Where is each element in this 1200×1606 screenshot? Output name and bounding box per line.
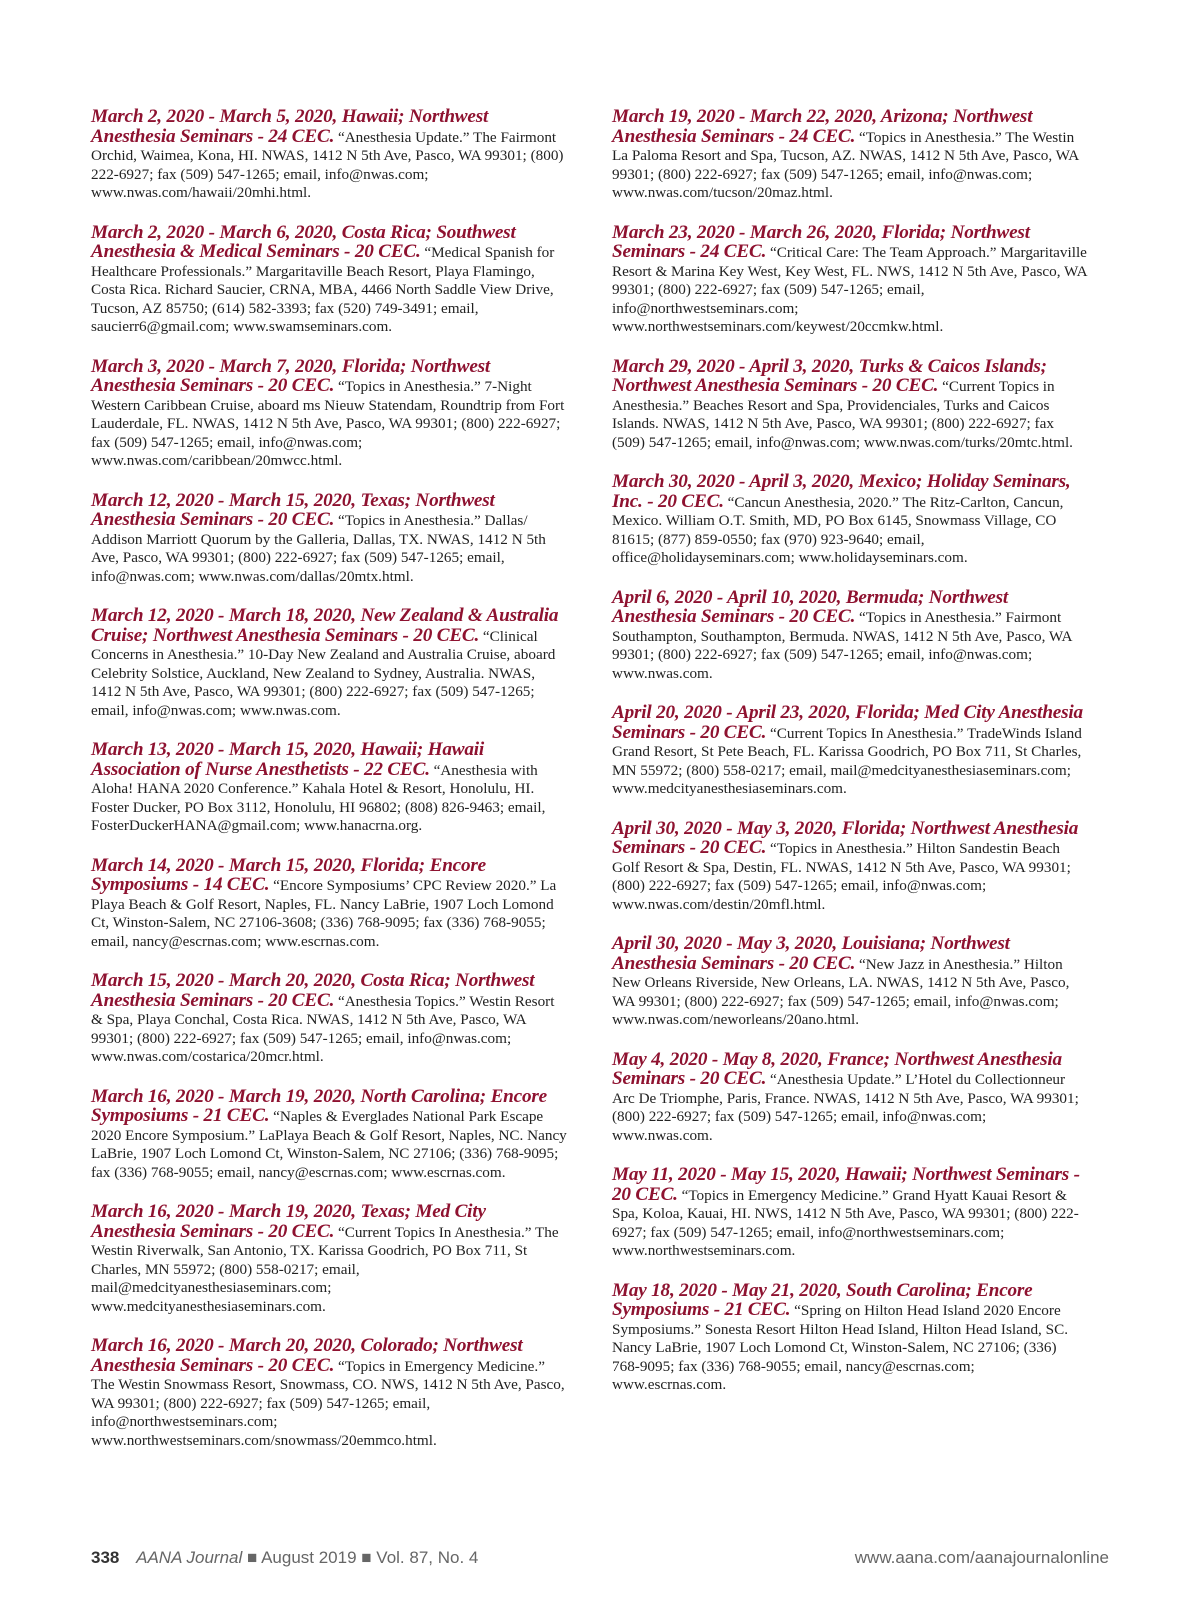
entry-heading: March 29, 2020 - April 3, 2020, Turks & Caicos Islands; Northwest Anesthesia Seminars - 20 CEC. — [612, 355, 1047, 396]
entry-heading: May 18, 2020 - May 21, 2020, South Carolina; Encore Symposiums - 21 CEC. — [612, 1279, 1033, 1320]
entry-heading: March 2, 2020 - March 6, 2020, Costa Rica; Southwest Anesthesia & Medical Seminars - 20 CEC. — [91, 221, 516, 262]
entry-details: “Anesthesia Update.” The Fairmont Orchid, Waimea, Kona, HI. NWAS, 1412 N 5th Ave, Pasco, WA 99301; (800) 222-6927; fax (509) 547-1265; email, info@nwas.com; www.nwas.com/hawaii/20mhi.html. — [91, 128, 564, 201]
entry-details: “Cancun Anesthesia, 2020.” The Ritz-Carlton, Cancun, Mexico. William O.T. Smith, MD, PO Box 6145, Snowmass Village, CO 81615; (877) 859-0550; fax (970) 923-9640; email, office@holidayseminars.com; www.holidayseminars.com. — [612, 493, 1064, 566]
footer-separator: ■ — [247, 1548, 258, 1567]
calendar-entry — [612, 1166, 1088, 1261]
entry-details: “Topics in Anesthesia.” Dallas/ Addison Marriott Quorum by the Galleria, Dallas, TX. NWAS, 1412 N 5th Ave, Pasco, WA 99301; (800) 222-6927; fax (509) 547-1265; email, info@nwas.com; www.nwas.com/dallas/20mtx.html. — [91, 512, 546, 585]
page-number: 338 — [91, 1548, 120, 1567]
entry-details: “Current Topics In Anesthesia.” The Westin Riverwalk, San Antonio, TX. Karissa Goodrich, PO Box 711, St Charles, MN 55972; (800) 558-0217; email, mail@medcityanesthesiaseminars.com; www.medcityanesthesiaseminars.com. — [91, 1223, 559, 1315]
entry-heading: April 6, 2020 - April 10, 2020, Bermuda; Northwest Anesthesia Seminars - 20 CEC. — [612, 586, 1009, 627]
entry-details: “Topics in Emergency Medicine.” Grand Hyatt Kauai Resort & Spa, Koloa, Kauai, HI. NWS, 1412 N 5th Ave, Pasco, WA 99301; (800) 222-6927; fax (509) 547-1265; email, info@northwestseminars.com; www.northwestseminars.com. — [612, 1186, 1079, 1259]
entry-heading: March 16, 2020 - March 20, 2020, Colorado; Northwest Anesthesia Seminars - 20 CEC. — [91, 1335, 523, 1376]
entry-heading: March 14, 2020 - March 15, 2020, Florida; Encore Symposiums - 14 CEC. — [91, 854, 486, 895]
entry-heading: March 3, 2020 - March 7, 2020, Florida; Northwest Anesthesia Seminars - 20 CEC. — [91, 355, 491, 396]
volume-number: Vol. 87, No. 4 — [376, 1548, 479, 1567]
entry-heading: March 16, 2020 - March 19, 2020, North Carolina; Encore Symposiums - 21 CEC. — [91, 1085, 547, 1126]
calendar-entry — [612, 221, 1088, 337]
calendar-entry — [612, 704, 1088, 799]
entry-details: “Topics in Emergency Medicine.” The Westin Snowmass Resort, Snowmass, CO. NWS, 1412 N 5th Ave, Pasco, WA 99301; (800) 222-6927; fax (509) 547-1265; email, info@northwestseminars.com; www.northwestseminars.com/snowmass/20emmco.html. — [91, 1357, 565, 1449]
calendar-entry — [91, 489, 567, 587]
entry-details: “Topics in Anesthesia.” The Westin La Paloma Resort and Spa, Tucson, AZ. NWAS, 1412 N 5th Ave, Pasco, WA 99301; (800) 222-6927; fax (509) 547-1265; email, info@nwas.com; www.nwas.com/tucson/20maz.html. — [612, 128, 1079, 201]
footer-citation — [91, 1548, 478, 1568]
right-column — [612, 108, 1088, 1416]
left-column — [91, 108, 567, 1471]
calendar-entry — [612, 935, 1088, 1030]
calendar-entry — [612, 108, 1088, 203]
entry-details: “Critical Care: The Team Approach.” Margaritaville Resort & Marina Key West, Key West, FL. NWS, 1412 N 5th Ave, Pasco, WA 99301; (800) 222-6927; fax (509) 547-1265; email, info@northwestseminars.com; www.northwestseminars.com/keywest/20ccmkw.html. — [612, 244, 1087, 335]
calendar-entry — [91, 1085, 567, 1183]
entry-details: “Naples & Everglades National Park Escape 2020 Encore Symposium.” LaPlaya Beach & Golf Resort, Naples, NC. Nancy LaBrie, 1907 Loch Lomond Ct, Winston-Salem, NC 27106; (336) 768-9095; fax (336) 768-9055; email, nancy@escrnas.com; www.escrnas.com. — [91, 1108, 567, 1181]
entry-heading: March 30, 2020 - April 3, 2020, Mexico; Holiday Seminars, Inc. - 20 CEC. — [612, 471, 1071, 512]
entry-details: “Anesthesia Topics.” Westin Resort & Spa, Playa Conchal, Costa Rica. NWAS, 1412 N 5th Ave, Pasco, WA 99301; (800) 222-6927; fax (509) 547-1265; email, info@nwas.com; www.nwas.com/costarica/20mcr.html. — [91, 992, 555, 1065]
entry-heading: May 4, 2020 - May 8, 2020, France; Northwest Anesthesia Seminars - 20 CEC. — [612, 1048, 1062, 1089]
journal-name: AANA Journal — [136, 1548, 243, 1567]
entry-details: “Anesthesia with Aloha! HANA 2020 Conference.” Kahala Hotel & Resort, Honolulu, HI. Foster Ducker, PO Box 3112, Honolulu, HI 96802; (808) 826-9463; email, FosterDuckerHANA@gmail.com; www.hanacrna.org. — [91, 761, 546, 834]
calendar-entry — [91, 972, 567, 1067]
entry-heading: March 19, 2020 - March 22, 2020, Arizona; Northwest Anesthesia Seminars - 24 CEC. — [612, 106, 1033, 147]
calendar-entry — [612, 355, 1088, 453]
calendar-entry — [91, 854, 567, 952]
calendar-entry — [612, 817, 1088, 915]
calendar-entry — [91, 741, 567, 836]
entry-details: “Current Topics In Anesthesia.” TradeWinds Island Grand Resort, St Pete Beach, FL. Karissa Goodrich, PO Box 711, St Charles, MN 55972; (800) 558-0217; email, mail@medcityanesthesiaseminars.com; www.medcityanesthesiaseminars.com. — [612, 724, 1082, 797]
entry-heading: April 20, 2020 - April 23, 2020, Florida; Med City Anesthesia Seminars - 20 CEC. — [612, 702, 1083, 743]
page-footer — [91, 1548, 1109, 1572]
issue-date: August 2019 — [261, 1548, 357, 1567]
calendar-entry — [91, 1203, 567, 1316]
journal-url[interactable]: www.aana.com/aanajournalonline — [854, 1548, 1109, 1567]
footer-separator: ■ — [361, 1548, 372, 1567]
calendar-entry — [612, 1279, 1088, 1395]
entry-heading: April 30, 2020 - May 3, 2020, Louisiana; Northwest Anesthesia Seminars - 20 CEC. — [612, 933, 1010, 974]
calendar-entry — [612, 473, 1088, 568]
calendar-entry — [91, 607, 567, 720]
entry-details: “Anesthesia Update.” L’Hotel du Collectionneur Arc De Triomphe, Paris, France. NWAS, 1412 N 5th Ave, Pasco, WA 99301; (800) 222-6927; fax (509) 547-1265; email, info@nwas.com; www.nwas.com. — [612, 1071, 1079, 1144]
entry-details: “Spring on Hilton Head Island 2020 Encore Symposiums.” Sonesta Resort Hilton Head Island, Hilton Head Island, SC. Nancy LaBrie, 1907 Loch Lomond Ct, Winston-Salem, NC 27106; (336) 768-9095; fax (336) 768-9055; email, nancy@escrnas.com; www.escrnas.com. — [612, 1302, 1069, 1393]
entry-heading: March 15, 2020 - March 20, 2020, Costa Rica; Northwest Anesthesia Seminars - 20 CEC. — [91, 970, 535, 1011]
entry-details: “Medical Spanish for Healthcare Professionals.” Margaritaville Beach Resort, Playa Flamingo, Costa Rica. Richard Saucier, CRNA, MBA, 4466 North Saddle View Drive, Tucson, AZ 85750; (614) 582-3393; fax (520) 749-3491; email, saucierr6@gmail.com; www.swamseminars.com. — [91, 244, 555, 335]
calendar-entry — [91, 355, 567, 471]
entry-details: “Encore Symposiums’ CPC Review 2020.” La Playa Beach & Golf Resort, Naples, FL. Nancy LaBrie, 1907 Loch Lomond Ct, Winston-Salem, NC 27106-3608; (336) 768-9095; fax (336) 768-9055; email, nancy@escrnas.com; www.escrnas.com. — [91, 877, 557, 950]
entry-heading: March 23, 2020 - March 26, 2020, Florida; Northwest Seminars - 24 CEC. — [612, 221, 1030, 262]
calendar-entry — [91, 1337, 567, 1450]
entry-details: “Clinical Concerns in Anesthesia.” 10-Day New Zealand and Australia Cruise, aboard Celebrity Solstice, Auckland, New Zealand to Sydney, Australia. NWAS, 1412 N 5th Ave, Pasco, WA 99301; (800) 222-6927; fax (509) 547-1265; email, info@nwas.com; www.nwas.com. — [91, 627, 556, 719]
calendar-entry — [91, 221, 567, 337]
entry-details: “New Jazz in Anesthesia.” Hilton New Orleans Riverside, New Orleans, LA. NWAS, 1412 N 5th Ave, Pasco, WA 99301; (800) 222-6927; fax (509) 547-1265; email, info@nwas.com; www.nwas.com/neworleans/20ano.html. — [612, 955, 1070, 1028]
entry-heading: March 13, 2020 - March 15, 2020, Hawaii; Hawaii Association of Nurse Anesthetists - 22 CEC. — [91, 739, 485, 780]
entry-heading: March 16, 2020 - March 19, 2020, Texas; Med City Anesthesia Seminars - 20 CEC. — [91, 1201, 486, 1242]
calendar-entry — [612, 1048, 1088, 1146]
entry-details: “Topics in Anesthesia.” 7-Night Western Caribbean Cruise, aboard ms Nieuw Statendam, Roundtrip from Fort Lauderdale, FL. NWAS, 1412 N 5th Ave, Pasco, WA 99301; (800) 222-6927; fax (509) 547-1265; email, info@nwas.com; www.nwas.com/caribbean/20mwcc.html. — [91, 378, 565, 469]
entry-heading: April 30, 2020 - May 3, 2020, Florida; Northwest Anesthesia Seminars - 20 CEC. — [612, 817, 1079, 858]
entry-details: “Topics in Anesthesia.” Hilton Sandestin Beach Golf Resort & Spa, Destin, FL. NWAS, 1412 N 5th Ave, Pasco, WA 99301; (800) 222-6927; fax (509) 547-1265; email, info@nwas.com; www.nwas.com/destin/20mfl.html. — [612, 840, 1071, 913]
entry-heading: March 12, 2020 - March 15, 2020, Texas; Northwest Anesthesia Seminars - 20 CEC. — [91, 489, 495, 530]
entry-heading: March 12, 2020 - March 18, 2020, New Zealand & Australia Cruise; Northwest Anesthesia Seminars - 20 CEC. — [91, 605, 559, 646]
entry-heading: May 11, 2020 - May 15, 2020, Hawaii; Northwest Seminars - 20 CEC. — [612, 1164, 1080, 1205]
entry-heading: March 2, 2020 - March 5, 2020, Hawaii; Northwest Anesthesia Seminars - 24 CEC. — [91, 106, 489, 147]
entry-details: “Current Topics in Anesthesia.” Beaches Resort and Spa, Providenciales, Turks and Caicos Islands. NWAS, 1412 N 5th Ave, Pasco, WA 99301; (800) 222-6927; fax (509) 547-1265; email, info@nwas.com; www.nwas.com/turks/20mtc.html. — [612, 378, 1073, 451]
entry-details: “Topics in Anesthesia.” Fairmont Southampton, Southampton, Bermuda. NWAS, 1412 N 5th Ave, Pasco, WA 99301; (800) 222-6927; fax (509) 547-1265; email, info@nwas.com; www.nwas.com. — [612, 609, 1072, 682]
calendar-entry — [612, 586, 1088, 684]
calendar-entry — [91, 108, 567, 203]
